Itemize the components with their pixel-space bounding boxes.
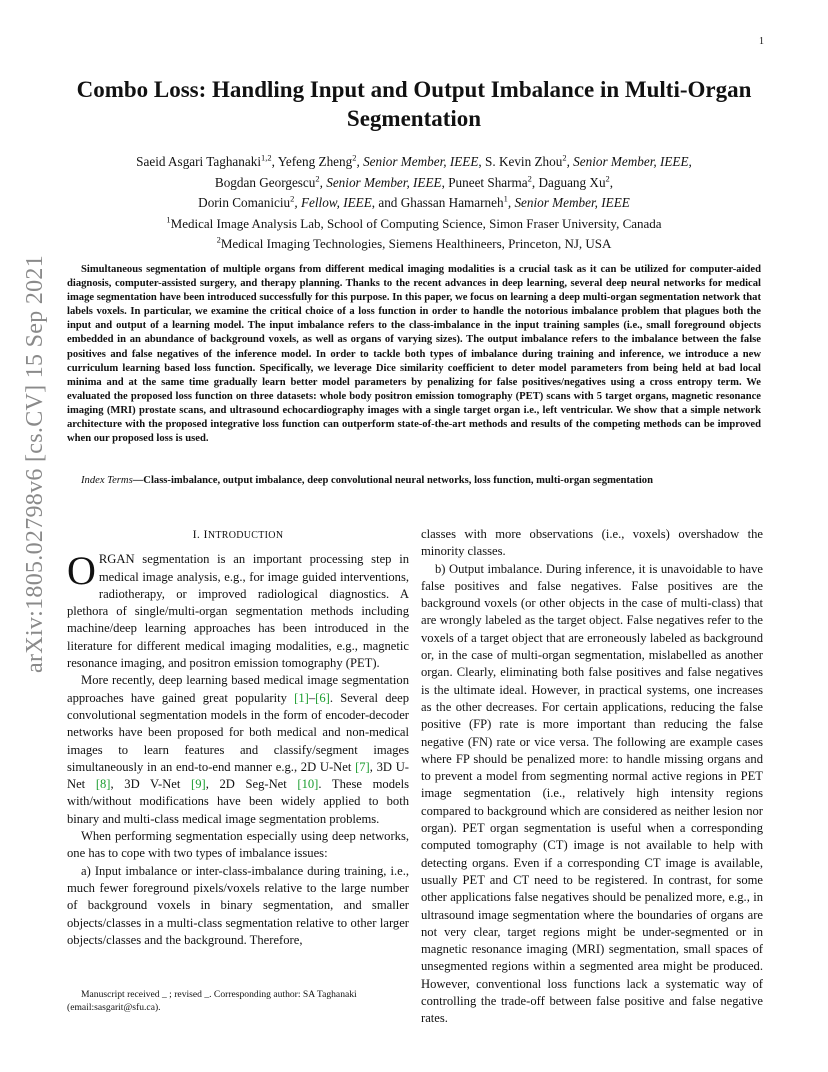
intro-paragraph-4: a) Input imbalance or inter-class-imbalance during training, i.e., much fewer foreground pixels/voxels relative to the large number of background voxels in binary segmentation, and smaller objects/classes in a multi-class segmentation relative to other larger objects/classes and the background. Therefore, xyxy=(67,863,409,947)
affiliation-2: $^2$Medical Imaging Technologies, Siemens Healthineers, Princeton, NJ, USA xyxy=(216,234,612,251)
affiliation-1: $^1$Medical Image Analysis Lab, School of Computing Science, Simon Fraser University, Canada xyxy=(166,214,662,231)
index-terms-label: Index Terms xyxy=(81,475,133,486)
right-column xyxy=(421,526,763,1028)
footnote-line-2: (email:sasgarit@sfu.ca). xyxy=(67,1002,161,1013)
author-line-1: Saeid Asgari Taghanaki$^{1,2}$, Yefeng Zheng$^2$, Senior Member, IEEE, S. Kevin Zhou$^2$, Senior Member, IEEE, xyxy=(136,152,692,169)
footnote xyxy=(67,988,409,1014)
intro-paragraph-3: When performing segmentation especially using deep networks, one has to cope with two types of imbalance issues: xyxy=(67,829,409,861)
intro-paragraph-2: More recently, deep learning based medical image segmentation approaches have gained great popularity [1]–[6]. Several deep convolutional segmentation models in the form of encoder-decoder networks have been proposed for both medical and non-medical images to learn features and classify/segment images simultaneously in an end-to-end manner e.g., 2D U-Net [7], 3D U-Net [8], 3D V-Net [9], 2D Seg-Net [10]. These models with/without modifications have been widely applied to both binary and multi-class medical image segmentation problems. xyxy=(67,673,409,826)
index-terms: Index Terms—Class-imbalance, output imbalance, deep convolutional neural networks, loss function, multi-organ segmentation xyxy=(81,475,653,486)
index-terms-text: Class-imbalance, output imbalance, deep convolutional neural networks, loss function, multi-organ segmentation xyxy=(143,475,653,486)
section-heading: I. INTRODUCTION xyxy=(192,527,284,541)
citation-link[interactable]: [1] xyxy=(294,690,309,705)
citation-link[interactable]: [6] xyxy=(315,690,330,705)
drop-cap: O xyxy=(67,548,96,594)
intro-paragraph-1: ORGAN segmentation is an important processing step in medical image analysis, e.g., for image guided interventions, radiotherapy, or improved radiological diagnostics. A plethora of single/multi-organ segmentation methods including machine/deep learning approaches has been introduced in the literature for different medical imaging modalities, e.g., magnetic resonance imaging, and positron emission tomography (PET). xyxy=(67,548,409,671)
intro-paragraph-6: b) Output imbalance. During inference, it is unavoidable to have false positives and false negatives. False positives are the background voxels (or other objects in the case of multi-class) that are wrongly labeled as the target object. False negatives refer to the voxels of a target object that are erroneously labeled as background or, in the case of multi-organ segmentation, mislabelled as another organ. Clearly, eliminating both false positives and false negatives is the ultimate ideal. However, in practical systems, one increases as the other decreases. For certain applications, reducing the false positive (FP) rate is more important than reducing the false negative (FN) rate or vice versa. The following are example cases where FP should be penalized more: to handle missing organs and to prevent a model from segmenting normal active regions in PET image segmentation (i.e., relatively high intensity regions compared to background which are considered as neither lesion nor organ). PET organ segmentation is useful when a corresponding computed tomography (CT) image is not available to help with detecting organs. Even if a corresponding CT image is available, usually PET and CT need to be registered. In contrast, for some other applications false negatives should be penalized more, e.g., in ultrasound image segmentation where the boundaries of organs are not very clear, target regions might be under-segmented or in magnetic resonance imaging (MRI) segmentation, small spaces of unsegmented regions within a segmented area might be produced. However, conventional loss functions lack a systematic way of controlling the trade-off between false positive and false negative rates. xyxy=(421,561,763,1026)
citation-link[interactable]: [7] xyxy=(355,759,370,774)
citation-link[interactable]: [10] xyxy=(297,777,319,792)
page-number: 1 xyxy=(759,36,764,47)
arxiv-stamp-text: arXiv:1805.02798v6 [cs.CV] 15 Sep 2021 xyxy=(22,254,48,673)
citation-link[interactable]: [8] xyxy=(95,777,111,792)
paper-title: Combo Loss: Handling Input and Output Imbalance in Multi-Organ Segmentation xyxy=(76,77,752,131)
citation-link[interactable]: [9] xyxy=(191,777,206,792)
footnote-line-1: Manuscript received _ ; revised _. Corresponding author: SA Taghanaki xyxy=(81,989,357,1000)
author-line-3: Dorin Comaniciu$^2$, Fellow, IEEE, and Ghassan Hamarneh$^1$, Senior Member, IEEE xyxy=(198,193,630,210)
author-line-2: Bogdan Georgescu$^2$, Senior Member, IEEE, Puneet Sharma$^2$, Daguang Xu$^2$, xyxy=(214,173,614,190)
author-block xyxy=(60,152,768,255)
abstract: Simultaneous segmentation of multiple organs from different medical imaging modalities is a crucial task as it can be utilized for computer-aided diagnosis, computer-assisted surgery, and therapy planning. Thanks to the recent advances in deep learning, several deep neural networks for medical image segmentation have been introduced successfully for this purpose. In this paper, we focus on learning a deep multi-organ segmentation network that labels voxels. In particular, we examine the critical choice of a loss function in order to handle the notorious imbalance problem that plagues both the input and output of a learning model. The input imbalance refers to the class-imbalance in the input training samples (i.e., small foreground objects embedded in an abundance of background voxels, as well as organs of varying sizes). The output imbalance refers to the imbalance between the false positives and false negatives of the inference model. In order to tackle both types of imbalance during training and inference, we introduce a new curriculum learning based loss function. Specifically, we leverage Dice similarity coefficient to deter model parameters from being held at bad local minima and at the same time gradually learn better model parameters by penalizing for false positives/negatives using a cross entropy term. We evaluated the proposed loss function on three datasets: whole body positron emission tomography (PET) scans with 5 target organs, magnetic resonance imaging (MRI) prostate scans, and ultrasound echocardiography images with a single target organ i.e., left ventricular. We show that a simple network architecture with the proposed integrative loss function can outperform state-of-the-art methods and results of the competing methods can be improved when our proposed loss is used. xyxy=(67,264,761,445)
left-column xyxy=(67,526,409,949)
intro-paragraph-5: classes with more observations (i.e., voxels) overshadow the minority classes. xyxy=(421,527,763,559)
